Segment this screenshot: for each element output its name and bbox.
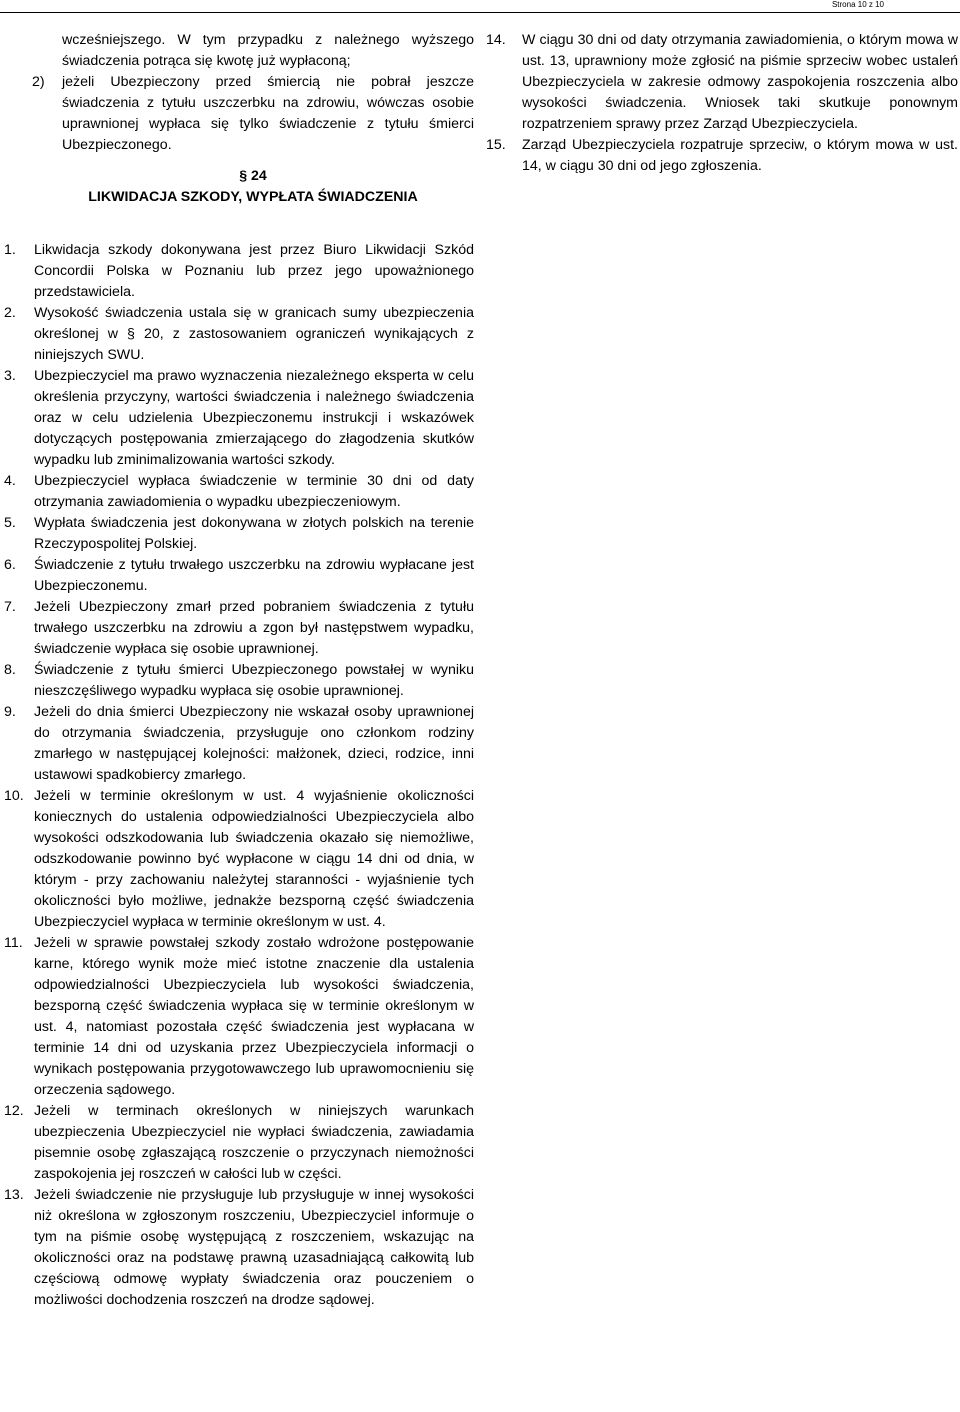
list-item (4, 1185, 474, 1311)
list-item-number: 11. (4, 935, 23, 951)
left-column-bottom (4, 240, 474, 1311)
list-item (32, 72, 474, 156)
list-item-text: Jeżeli Ubezpieczony zmarł przed pobraniem świadczenia z tytułu trwałego uszczerbku na zdrowiu a zgon był następstwem wypadku, świadczenie wypłaca się osobie uprawnionej. (34, 599, 474, 657)
section-number: § 24 (239, 168, 267, 184)
list-item-text: Ubezpieczyciel wypłaca świadczenie w terminie 30 dni od daty otrzymania zawiadomienia o wypadku ubezpieczeniowym. (34, 473, 474, 510)
list-item (4, 660, 474, 702)
list-item-number: 10. (4, 788, 24, 804)
page-number: Strona 10 z 10 (831, 0, 884, 9)
right-column (486, 30, 958, 177)
list-item-number: 2) (32, 74, 45, 90)
list-item-text: Wypłata świadczenia jest dokonywana w złotych polskich na terenie Rzeczypospolitej Polskiej. (34, 515, 474, 552)
list-item-number: 2. (4, 305, 16, 321)
list-item (4, 366, 474, 471)
list-item-text: Jeżeli do dnia śmierci Ubezpieczony nie wskazał osoby uprawnionej do otrzymania świadczenia, przysługuje ono członkom rodziny zmarłego w następującej kolejności: małżonek, dzieci, rodzice, inni ustawowi spadkobiercy zmarłego. (34, 704, 474, 783)
list-item-text: Wysokość świadczenia ustala się w granicach sumy ubezpieczenia określonej w § 20, z zastosowaniem ograniczeń wynikających z niniejszych SWU. (34, 305, 474, 363)
continuation-paragraph: wcześniejszego. W tym przypadku z należnego wyższego świadczenia potrąca się kwotę już wypłaconą; (62, 32, 474, 69)
page-header (0, 0, 960, 13)
left-column-top (32, 30, 474, 208)
list-item-text: Jeżeli w sprawie powstałej szkody zostało wdrożone postępowanie karne, którego wynik może mieć istotne znaczenie dla ustalenia odpowiedzialności Ubezpieczyciela lub wysokości świadczenia, bezsporną część świadczenia wypłaca się w terminie określonym w ust. 4, natomiast pozostała część świadczenia jest wypłacana w terminie 14 dni od uzyskania przez Ubezpieczyciela informacji o wynikach postępowania przygotowawczego lub uprawomocnieniu się orzeczenia sądowego. (34, 935, 474, 1098)
list-item-number: 6. (4, 557, 16, 573)
list-item (4, 303, 474, 366)
list-item-number: 8. (4, 662, 16, 678)
list-item-text: W ciągu 30 dni od daty otrzymania zawiadomienia, o którym mowa w ust. 13, uprawniony może zgłosić na piśmie sprzeciw wobec ustaleń Ubezpieczyciela w zakresie odmowy zaspokojenia roszczenia albo wysokości świadczenia. Wniosek taki skutkuje ponownym rozpatrzeniem sprawy przez Zarząd Ubezpieczyciela. (522, 32, 958, 132)
list-item (486, 30, 958, 135)
list-item-text: Ubezpieczyciel ma prawo wyznaczenia niezależnego eksperta w celu określenia przyczyny, wartości świadczenia i należnego świadczenia oraz w celu udzielenia Ubezpieczonemu instrukcji i wskazówek dotyczących postępowania zmierzającego do złagodzenia skutków wypadku lub zminimalizowania wartości szkody. (34, 368, 474, 468)
list-item (4, 933, 474, 1101)
section-title: LIKWIDACJA SZKODY, WYPŁATA ŚWIADCZENIA (88, 189, 418, 205)
list-item (4, 597, 474, 660)
list-item (4, 471, 474, 513)
list-item-text: Zarząd Ubezpieczyciela rozpatruje sprzeciw, o którym mowa w ust. 14, w ciągu 30 dni od jego zgłoszenia. (522, 137, 958, 174)
list-item-text: Jeżeli w terminie określonym w ust. 4 wyjaśnienie okoliczności koniecznych do ustalenia odpowiedzialności Ubezpieczyciela albo wysokości odszkodowania lub świadczenia okazało się niemożliwe, odszkodowanie powinno być wypłacone w ciągu 14 dni od dnia, w którym - przy zachowaniu należytej staranności - wyjaśnienie tych okoliczności było możliwe, jednakże bezsporną część świadczenia Ubezpieczyciel wypłaca w terminie określonym w ust. 4. (34, 788, 474, 930)
list-item-number: 4. (4, 473, 16, 489)
list-item (4, 786, 474, 933)
list-item (4, 513, 474, 555)
list-item-number: 7. (4, 599, 16, 615)
list-item-number: 1. (4, 242, 16, 258)
list-item-number: 12. (4, 1103, 24, 1119)
list-item-number: 3. (4, 368, 16, 384)
list-item (4, 555, 474, 597)
list-item-text: Świadczenie z tytułu trwałego uszczerbku na zdrowiu wypłacane jest Ubezpieczonemu. (34, 557, 474, 594)
list-item-text: Likwidacja szkody dokonywana jest przez Biuro Likwidacji Szkód Concordii Polska w Poznaniu lub przez jego upoważnionego przedstawiciela. (34, 242, 474, 300)
list-item (486, 135, 958, 177)
section-heading (32, 166, 474, 208)
list-item (4, 702, 474, 786)
list-item (4, 240, 474, 303)
list-item-text: Świadczenie z tytułu śmierci Ubezpieczonego powstałej w wyniku nieszczęśliwego wypadku wypłaca się osobie uprawnionej. (34, 662, 474, 699)
list-item-text: Jeżeli w terminach określonych w niniejszych warunkach ubezpieczenia Ubezpieczyciel nie wypłaci świadczenia, zawiadamia pisemnie osobę zgłaszającą roszczenie o przyczynach niemożności zaspokojenia jej roszczeń w całości lub w części. (34, 1103, 474, 1182)
list-item-text: jeżeli Ubezpieczony przed śmiercią nie pobrał jeszcze świadczenia z tytułu uszczerbku na zdrowiu, wówczas osobie uprawnionej wypłaca się tylko świadczenie z tytułu śmierci Ubezpieczonego. (62, 74, 474, 153)
list-item-text: Jeżeli świadczenie nie przysługuje lub przysługuje w innej wysokości niż określona w zgłoszonym roszczeniu, Ubezpieczyciel informuje o tym na piśmie osobę występującą z roszczeniem, wskazując na okoliczności oraz na podstawę prawną uzasadniającą całkowitą lub częściową odmowę wypłaty świadczenia oraz pouczeniem o możliwości dochodzenia roszczeń na drodze sądowej. (34, 1187, 474, 1308)
list-item-number: 9. (4, 704, 16, 720)
list-item-number: 14. (486, 32, 506, 48)
list-item-number: 5. (4, 515, 16, 531)
list-item (4, 1101, 474, 1185)
list-item-number: 15. (486, 137, 506, 153)
list-item-number: 13. (4, 1187, 24, 1203)
